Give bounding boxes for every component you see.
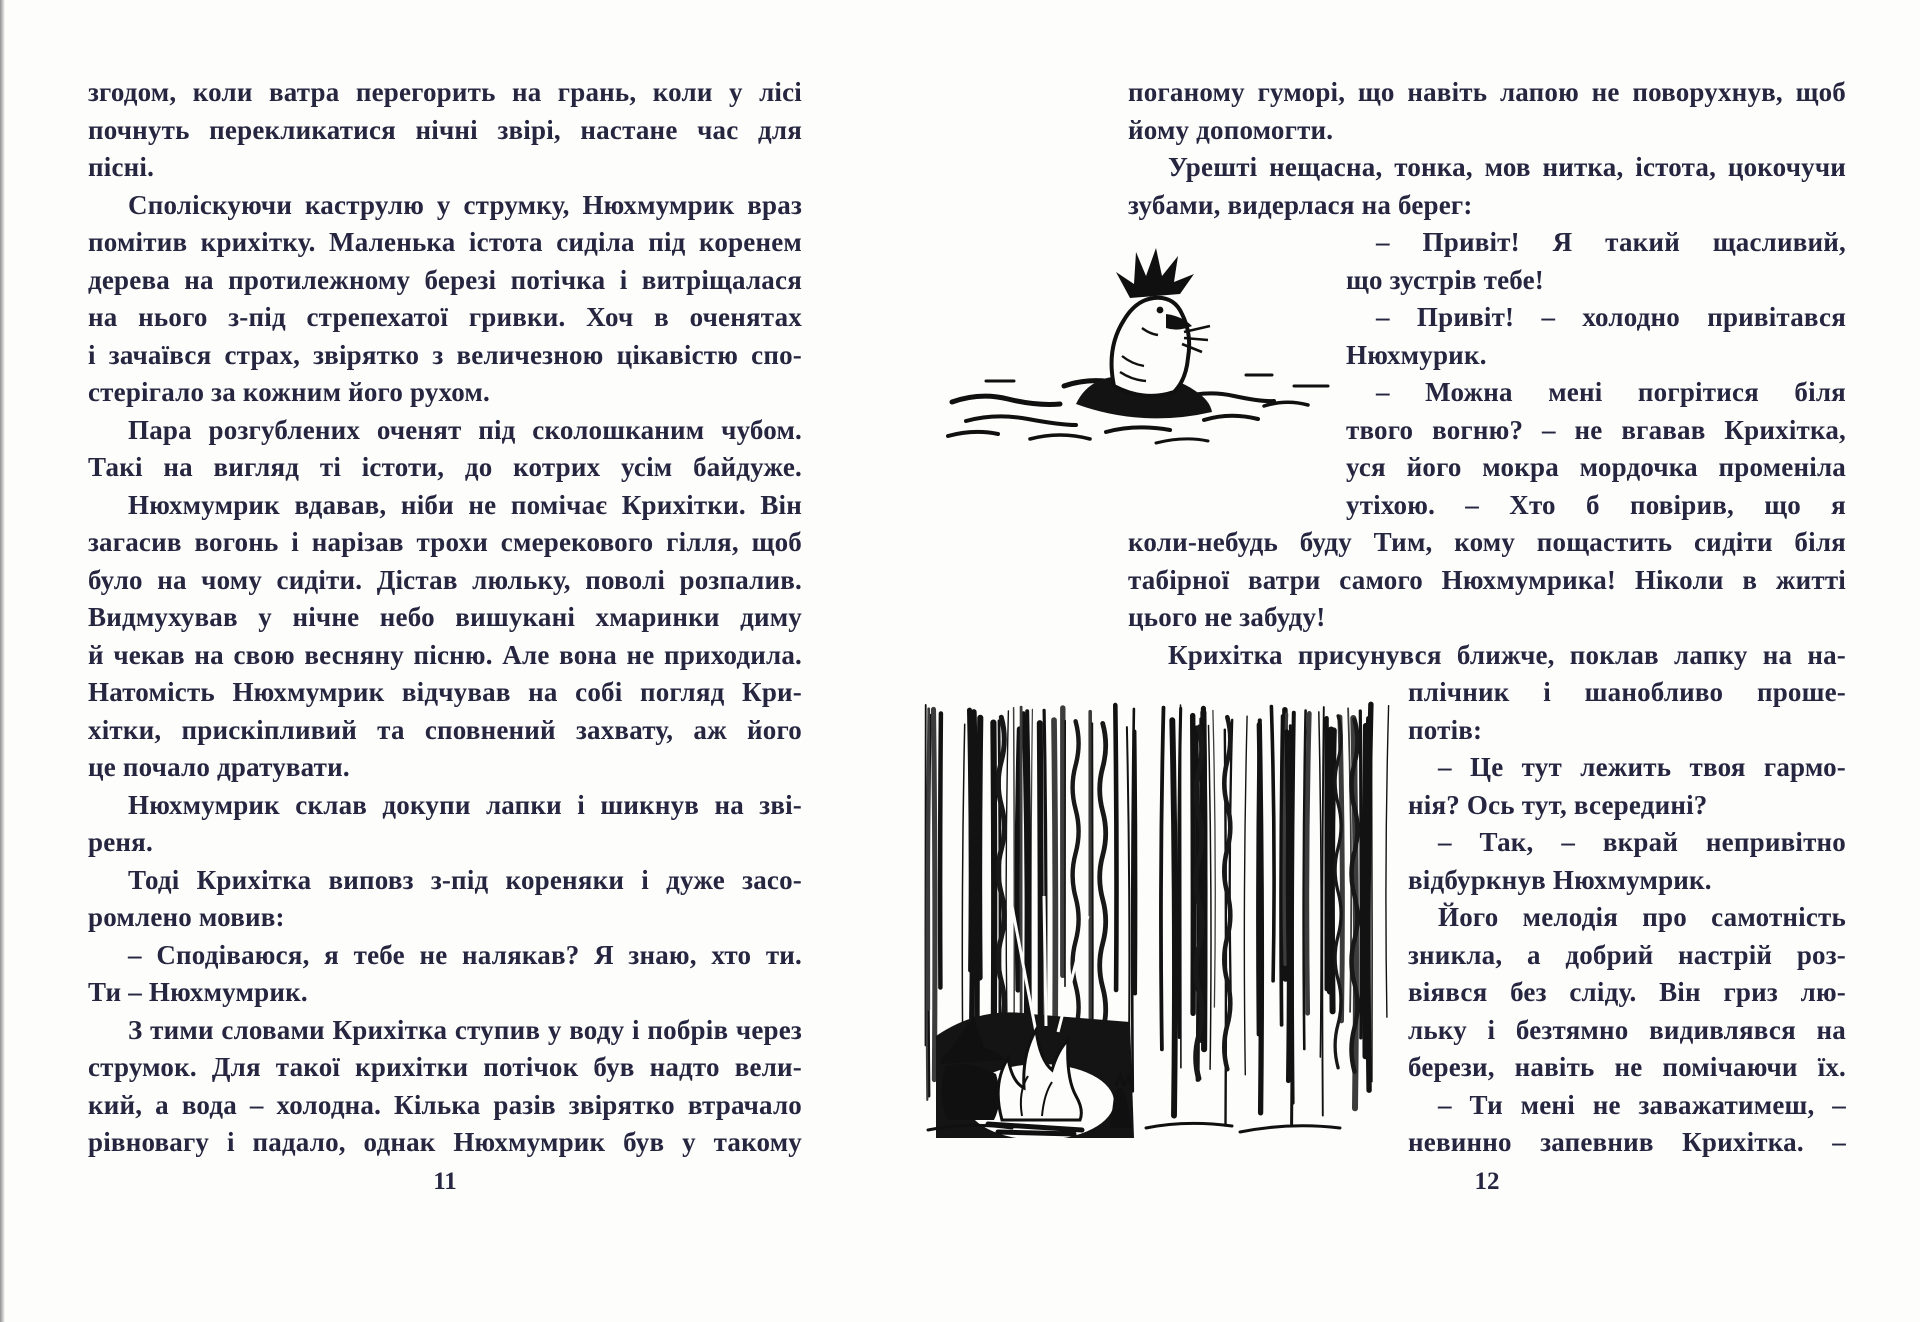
text-line: зникла, а добрий настрій роз- xyxy=(1408,939,1846,970)
text-line: Натомість Нюхмумрик відчував на собі погляд Кри- xyxy=(88,677,802,707)
text-line: – Можна мені погрітися біля xyxy=(1376,377,1846,407)
page-11-text xyxy=(88,74,802,1162)
text-line: нія? Ось тут, всередині? xyxy=(1408,789,1708,820)
text-line: табірної ватри самого Нюхмумрика! Ніколи в житті xyxy=(1128,564,1846,595)
text-line: – Привіт! – холодно привітався xyxy=(1376,302,1846,332)
text-line: З тими словами Крихітка ступив у воду і побрів через xyxy=(128,1014,802,1045)
text-line: зубами, видерлася на берег: xyxy=(1128,189,1473,220)
text-line: цього не забуду! xyxy=(1128,602,1326,632)
text-line: утіхою. – Хто б повірив, що я xyxy=(1346,489,1846,520)
text-line: твого вогню? – не вгавав Крихітка, xyxy=(1346,414,1846,445)
text-line: Нюхмурик. xyxy=(1346,339,1487,370)
text-line: Ти – Нюхмумрик. xyxy=(88,977,308,1007)
text-line: ромлено мовив: xyxy=(88,902,285,932)
text-line: поганому гуморі, що навіть лапою не поворухнув, щоб xyxy=(1128,77,1846,107)
page-number-12: 12 xyxy=(1474,1168,1500,1195)
text-line: Видмухував у нічне небо вишукані хмаринки диму xyxy=(88,602,802,632)
text-line: берези, навіть не помічаючи їх. xyxy=(1408,1052,1846,1082)
illustration-forest-campfire xyxy=(918,700,1400,1138)
text-line: це почало дратувати. xyxy=(88,752,350,782)
text-line: кий, а вода – холодна. Кілька разів звірятко втрачало xyxy=(88,1089,802,1120)
text-line: Крихітка присунувся ближче, поклав лапку на на- xyxy=(1168,639,1846,670)
text-line: хітки, прискіпливий та сповнений захвату, аж його xyxy=(88,714,802,745)
text-line: пісні. xyxy=(88,152,155,182)
text-line: Нюхмумрик склав докупи лапки і шикнув на зві- xyxy=(128,789,802,820)
text-line: Такі на вигляд ті істоти, до котрих усім байдуже. xyxy=(88,452,802,482)
text-line: – Ти мені не заважатимеш, – xyxy=(1438,1089,1846,1120)
text-line: що зустрів тебе! xyxy=(1346,264,1544,295)
text-line: Споліскуючи каструлю у струмку, Нюхмумрик враз xyxy=(128,189,802,220)
text-line: невинно запевнив Крихітка. – xyxy=(1408,1127,1846,1157)
text-line: й чекав на свою весняну пісню. Але вона не приходила. xyxy=(88,639,802,670)
text-section xyxy=(1128,74,1846,224)
illustration-creature-in-stream xyxy=(946,236,1354,448)
text-line: відбуркнув Нюхмумрик. xyxy=(1408,864,1712,895)
text-line: було на чому сидіти. Дістав люльку, поволі розпалив. xyxy=(88,564,802,595)
text-line: – Так, – вкрай непривітно xyxy=(1438,827,1846,857)
text-line: струмок. Для такої крихітки потічок був надто вели- xyxy=(88,1052,802,1082)
page-number-11: 11 xyxy=(433,1168,457,1195)
creature-in-stream-drawing xyxy=(946,236,1354,448)
text-section xyxy=(1128,524,1846,674)
text-line: дерева на протилежному березі потічка і витріщалася xyxy=(88,264,802,295)
forest-campfire-drawing xyxy=(918,700,1400,1138)
text-line: коли-небудь буду Тим, кому пощастить сидіти біля xyxy=(1128,527,1846,557)
text-line: рівновагу і падало, однак Нюхмумрик був у такому xyxy=(88,1127,802,1157)
text-line: помітив крихітку. Маленька істота сиділа під коренем xyxy=(88,227,802,257)
text-line: йому допомогти. xyxy=(1128,114,1334,145)
text-line: – Це тут лежить твоя гармо- xyxy=(1438,752,1846,782)
text-line: стерігало за кожним його рухом. xyxy=(88,377,490,407)
text-line: почнуть перекликатися нічні звірі, настане час для xyxy=(88,114,802,145)
text-line: Тоді Крихітка виповз з-під кореняки і дуже засо- xyxy=(128,864,802,895)
text-line: згодом, коли ватра перегорить на грань, коли у лісі xyxy=(88,77,802,107)
text-section xyxy=(88,74,802,1162)
text-line: плічник і шанобливо проше- xyxy=(1408,677,1846,707)
text-line: і зачаївся страх, звірятко з величезною цікавістю спо- xyxy=(88,339,802,370)
text-line: на нього з-під стрепехатої гривки. Хоч в оченятах xyxy=(88,302,802,332)
text-line: віявся без сліду. Він гриз лю- xyxy=(1408,977,1846,1007)
text-line: Урешті нещасна, тонка, мов нитка, істота, цокочучи xyxy=(1168,152,1846,182)
text-line: – Привіт! Я такий щасливий, xyxy=(1376,227,1846,257)
text-line: Його мелодія про самотність xyxy=(1438,902,1846,932)
text-line: Пара розгублених оченят під сколошканим чубом. xyxy=(128,414,802,445)
text-line: уся його мокра мордочка променіла xyxy=(1346,452,1846,482)
text-line: Нюхмумрик вдавав, ніби не помічає Крихітки. Він xyxy=(128,489,802,520)
text-line: загасив вогонь і нарізав трохи смерекового гілля, щоб xyxy=(88,527,802,557)
text-line: – Сподіваюся, я тебе не налякав? Я знаю, хто ти. xyxy=(128,939,802,970)
scan-edge-shadow xyxy=(0,0,5,1322)
text-line: льку і безтямно видивлявся на xyxy=(1408,1014,1846,1045)
text-line: реня. xyxy=(88,827,153,857)
text-line: потів: xyxy=(1408,714,1483,745)
